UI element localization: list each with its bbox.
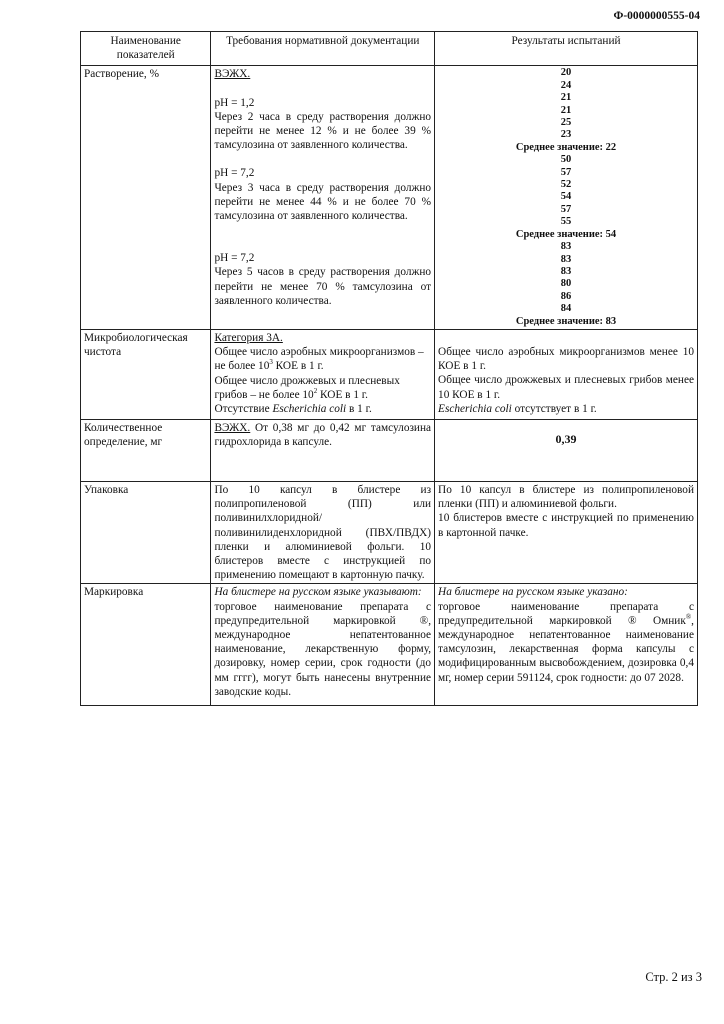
- ph-label: pH = 7,2: [214, 252, 255, 265]
- result-text: Escherichia coli отсутствует в 1 г.: [438, 402, 597, 415]
- indicator-name: Маркировка: [81, 584, 211, 706]
- header-results: Результаты испытаний: [435, 32, 698, 66]
- header-requirements: Требования нормативной документации: [211, 32, 435, 66]
- result-text: торговое наименование препарата с предупредительной маркировкой ® Омник®, международное непатентованное наименование тамсулозин, лекарственная форма капсулы с модифицированным высвобождением, дозировка 0,4 мг, номер серии 591124, срок годности: до 07 2028.: [438, 600, 694, 684]
- indicator-name: Микробиологическая чистота: [81, 329, 211, 419]
- result-value: 54: [560, 191, 572, 203]
- result-value: 21: [560, 92, 572, 104]
- requirement-intro: На блистере на русском языке указывают:: [214, 586, 422, 599]
- table-row-microbiology: [81, 329, 698, 419]
- result-intro: На блистере на русском языке указано:: [438, 586, 628, 599]
- table-row-packaging: [81, 481, 698, 583]
- document-number: Ф-0000000555-04: [613, 10, 700, 22]
- table-header-row: [81, 32, 698, 66]
- result-text: Общее число дрожжевых и плесневых грибов менее 10 КОЕ в 1 г.: [438, 374, 694, 401]
- result-cell: [435, 66, 698, 330]
- table-row-assay: [81, 419, 698, 481]
- result-value: 83: [560, 253, 572, 265]
- result-text: По 10 капсул в блистере из полипропиленовой пленки (ПП) и алюминиевой фольги.: [438, 483, 694, 511]
- header-indicator: Наименование показателей: [81, 32, 211, 66]
- indicator-name: Количественное определение, мг: [81, 419, 211, 481]
- mean-value: Среднее значение: 83: [515, 315, 617, 327]
- result-value: 21: [560, 104, 572, 116]
- requirement-cell: [211, 66, 435, 330]
- requirement-cell: ВЭЖХ. От 0,38 мг до 0,42 мг тамсулозина гидрохлорида в капсуле.: [211, 419, 435, 481]
- indicator-name: Упаковка: [81, 481, 211, 583]
- requirement-text: Через 3 часа в среду растворения должно перейти не менее 44 % и не более 70 % тамсулозина от заявленного количества.: [214, 181, 432, 223]
- ph-label: pH = 7,2: [214, 167, 255, 180]
- category-label: Категория 3А.: [214, 331, 283, 344]
- requirement-text: торговое наименование препарата с предупредительной маркировкой ®, международное непатентованное наименование, лекарственную форму, дозировку, номер серии, срок годности (до мм гггг), могут быть нанесены внутренние заводские коды.: [214, 600, 432, 698]
- requirement-text: Через 5 часов в среду растворения должно перейти не менее 70 % тамсулозина от заявленного количества.: [214, 266, 432, 307]
- requirement-text: Общее число аэробных микроорганизмов – не более $10^3$ КОЕ в 1 г.: [214, 346, 424, 373]
- result-value: 83: [560, 265, 572, 277]
- result-text: Общее число аэробных микроорганизмов менее 10 КОЕ в 1 г.: [438, 345, 694, 373]
- ph-label: pH = 1,2: [214, 96, 255, 109]
- result-cell: [435, 584, 698, 706]
- result-value: 86: [560, 290, 572, 302]
- mean-value: Среднее значение: 54: [515, 228, 617, 240]
- mean-value: Среднее значение: 22: [515, 141, 617, 153]
- result-cell: 0,39: [435, 419, 698, 481]
- result-value: 50: [560, 154, 572, 166]
- method-standard: ВЭЖХ.: [214, 68, 251, 81]
- result-value: 25: [560, 117, 572, 129]
- requirement-cell: [211, 329, 435, 419]
- result-value: 83: [560, 241, 572, 253]
- table-row-dissolution: [81, 66, 698, 330]
- requirement-text: Общее число дрожжевых и плесневых грибов – не более $10^2$ КОЕ в 1 г.: [214, 374, 400, 401]
- result-value: 23: [560, 129, 572, 141]
- result-cell: [435, 329, 698, 419]
- result-value: 57: [560, 166, 572, 178]
- requirement-cell: [211, 584, 435, 706]
- requirement-text: Через 2 часа в среду растворения должно перейти не менее 12 % и не более 39 % тамсулозина от заявленного количества.: [214, 110, 432, 152]
- result-value: 52: [560, 179, 572, 191]
- page-number: Стр. 2 из 3: [645, 970, 702, 984]
- result-value: 20: [560, 67, 572, 79]
- result-text: 10 блистеров вместе с инструкцией по применению в картонной пачке.: [438, 512, 694, 539]
- result-value: 84: [560, 303, 572, 315]
- result-value: 55: [560, 216, 572, 228]
- test-results-table: [80, 31, 698, 706]
- result-cell: [435, 481, 698, 583]
- result-value: 57: [560, 203, 572, 215]
- result-value: 80: [560, 278, 572, 290]
- indicator-name: Растворение, %: [81, 66, 211, 330]
- table-row-marking: [81, 584, 698, 706]
- result-value: 24: [560, 79, 572, 91]
- requirement-text: Отсутствие Escherichia coli в 1 г.: [214, 402, 372, 415]
- requirement-cell: По 10 капсул в блистере из полипропиленовой (ПП) или поливинилхлоридной/ поливинилиденхлоридной (ПВХ/ПВДХ) пленки и алюминиевой фольги. 10 блистеров вместе с инструкцией по применению помещают в картонную пачку.: [211, 481, 435, 583]
